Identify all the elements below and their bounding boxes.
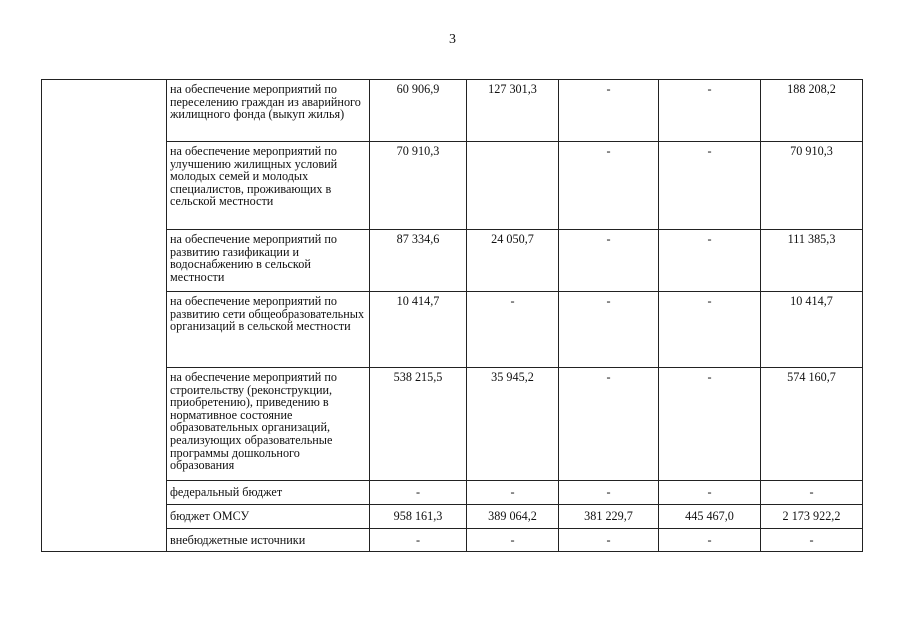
value-cell: 70 910,3 [370,142,467,230]
value-cell: - [467,481,559,505]
value-cell: 127 301,3 [467,80,559,142]
value-cell: - [559,292,659,368]
row-label: на обеспечение мероприятий по переселению граждан из аварийного жилищного фонда (выкуп жилья) [167,80,370,142]
value-cell: 389 064,2 [467,505,559,529]
value-cell: - [659,142,761,230]
total-cell: 574 160,7 [761,368,863,481]
value-cell: - [559,368,659,481]
value-cell: - [467,529,559,552]
value-cell: - [659,80,761,142]
value-cell: - [559,230,659,292]
page-number: 3 [449,32,456,47]
value-cell: - [370,529,467,552]
value-cell: - [467,292,559,368]
total-cell: - [761,481,863,505]
row-label: внебюджетные источники [167,529,370,552]
value-cell: - [559,481,659,505]
value-cell: 24 050,7 [467,230,559,292]
value-cell: - [559,142,659,230]
total-cell: 188 208,2 [761,80,863,142]
row-label: на обеспечение мероприятий по улучшению жилищных условий молодых семей и молодых специалистов, проживающих в сельской местности [167,142,370,230]
value-cell: - [659,368,761,481]
value-cell: 60 906,9 [370,80,467,142]
table-row [42,80,863,142]
value-cell: 538 215,5 [370,368,467,481]
value-cell: 10 414,7 [370,292,467,368]
value-cell: - [659,529,761,552]
total-cell: 10 414,7 [761,292,863,368]
total-cell: 2 173 922,2 [761,505,863,529]
value-cell: 35 945,2 [467,368,559,481]
total-cell: - [761,529,863,552]
value-cell: 87 334,6 [370,230,467,292]
row-label: на обеспечение мероприятий по развитию газификации и водоснабжению в сельской местности [167,230,370,292]
value-cell: - [370,481,467,505]
value-cell: 445 467,0 [659,505,761,529]
row-label: федеральный бюджет [167,481,370,505]
value-cell: 381 229,7 [559,505,659,529]
total-cell: 111 385,3 [761,230,863,292]
budget-table [41,79,863,552]
value-cell: - [659,481,761,505]
row-label: бюджет ОМСУ [167,505,370,529]
value-cell: - [559,80,659,142]
row-label: на обеспечение мероприятий по строительству (реконструкции, приобретению), приведению в нормативное состояние образовательных организаций, реализующих образовательные программы дошкольного образования [167,368,370,481]
value-cell: - [659,292,761,368]
value-cell: 958 161,3 [370,505,467,529]
total-cell: 70 910,3 [761,142,863,230]
row-label: на обеспечение мероприятий по развитию сети общеобразовательных организаций в сельской местности [167,292,370,368]
merged-first-column-cell [42,80,167,552]
value-cell: - [659,230,761,292]
value-cell [467,142,559,230]
value-cell: - [559,529,659,552]
